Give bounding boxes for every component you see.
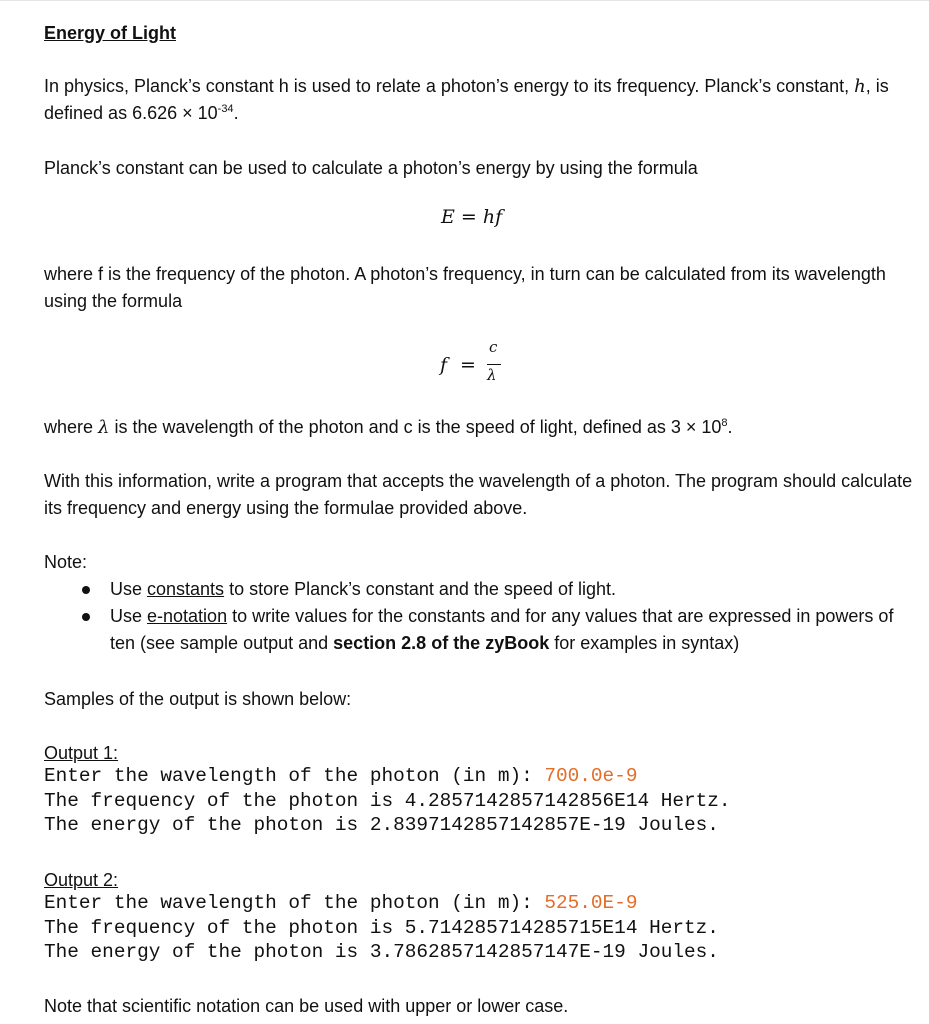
planck-exponent: -34 <box>217 103 234 115</box>
samples-label: Samples of the output is shown below: <box>44 689 352 709</box>
output1-frequency: The frequency of the photon is 4.2857142857142856E14 Hertz. <box>44 789 731 812</box>
output1-input: 700.0e-9 <box>544 765 638 787</box>
formula-intro: Planck’s constant can be used to calculate a photon’s energy by using the formula <box>44 158 698 178</box>
energy-formula-text: E = hf <box>441 206 503 228</box>
lambda-definition <box>44 414 733 441</box>
bullet-icon <box>82 586 90 594</box>
output1-code <box>44 764 731 838</box>
fraction-bar <box>487 364 501 365</box>
intro-paragraph <box>44 73 904 127</box>
list-item <box>44 603 914 657</box>
constants-link[interactable]: constants <box>147 579 225 599</box>
lambda-def-text-3: . <box>727 417 733 437</box>
note-item2-mid: to write values for the constants and for any values that are expressed in powers of ten (see sample output and <box>110 606 894 653</box>
lambda-def-text-2: is the wavelength of the photon and c is the speed of light, defined as 3 × 10 <box>109 417 722 437</box>
page-title: Energy of Light <box>44 23 176 43</box>
energy-formula <box>441 206 502 228</box>
intro-text-3: . <box>233 103 239 123</box>
note-item1-pre: Use <box>110 579 148 599</box>
speed-exponent: 8 <box>721 417 728 429</box>
task-paragraph: With this information, write a program that accepts the wavelength of a photon. The program should calculate its frequency and energy using the formulae provided above. <box>44 471 913 518</box>
frequency-formula-lhs: f <box>440 354 448 376</box>
note-item2-pre: Use <box>110 606 148 626</box>
output2-label: Output 2: <box>44 870 119 890</box>
output2-prompt: Enter the wavelength of the photon (in m): <box>44 892 545 914</box>
frequency-formula-denominator: λ <box>487 366 497 384</box>
list-item <box>44 576 914 603</box>
note-item2-post: for examples in syntax) <box>549 633 740 653</box>
intro-text-2: , is defined as 6.626 × 10 <box>44 76 889 123</box>
lambda-symbol: λ <box>98 417 110 438</box>
note-item1-post: to store Planck’s constant and the speed of light. <box>224 579 616 599</box>
output2-input: 525.0E-9 <box>544 892 638 914</box>
output1-prompt: Enter the wavelength of the photon (in m): <box>44 765 545 787</box>
planck-symbol: h <box>854 76 866 97</box>
output2-code <box>44 891 719 965</box>
note-list <box>44 576 914 657</box>
note-label: Note: <box>44 552 88 572</box>
final-note: Note that scientific notation can be used with upper or lower case. <box>44 996 569 1016</box>
intro-text-1: In physics, Planck’s constant h is used to relate a photon’s energy to its frequency. Planck’s constant, <box>44 76 855 96</box>
bullet-icon <box>82 613 90 621</box>
output2-energy: The energy of the photon is 3.7862857142857147E-19 Joules. <box>44 941 719 963</box>
frequency-intro: where f is the frequency of the photon. A photon’s frequency, in turn can be calculated from its wavelength using the formula <box>44 264 886 311</box>
top-divider <box>0 0 929 1</box>
zybook-section-ref: section 2.8 of the zyBook <box>333 633 550 653</box>
lambda-def-text-1: where <box>44 417 99 437</box>
output2-frequency: The frequency of the photon is 5.714285714285715E14 Hertz. <box>44 916 719 939</box>
output1-energy: The energy of the photon is 2.8397142857142857E-19 Joules. <box>44 814 719 836</box>
output1-label: Output 1: <box>44 743 119 763</box>
e-notation-link[interactable]: e-notation <box>147 606 228 626</box>
frequency-formula-numerator: c <box>489 338 498 356</box>
frequency-formula-equals: = <box>460 354 476 376</box>
